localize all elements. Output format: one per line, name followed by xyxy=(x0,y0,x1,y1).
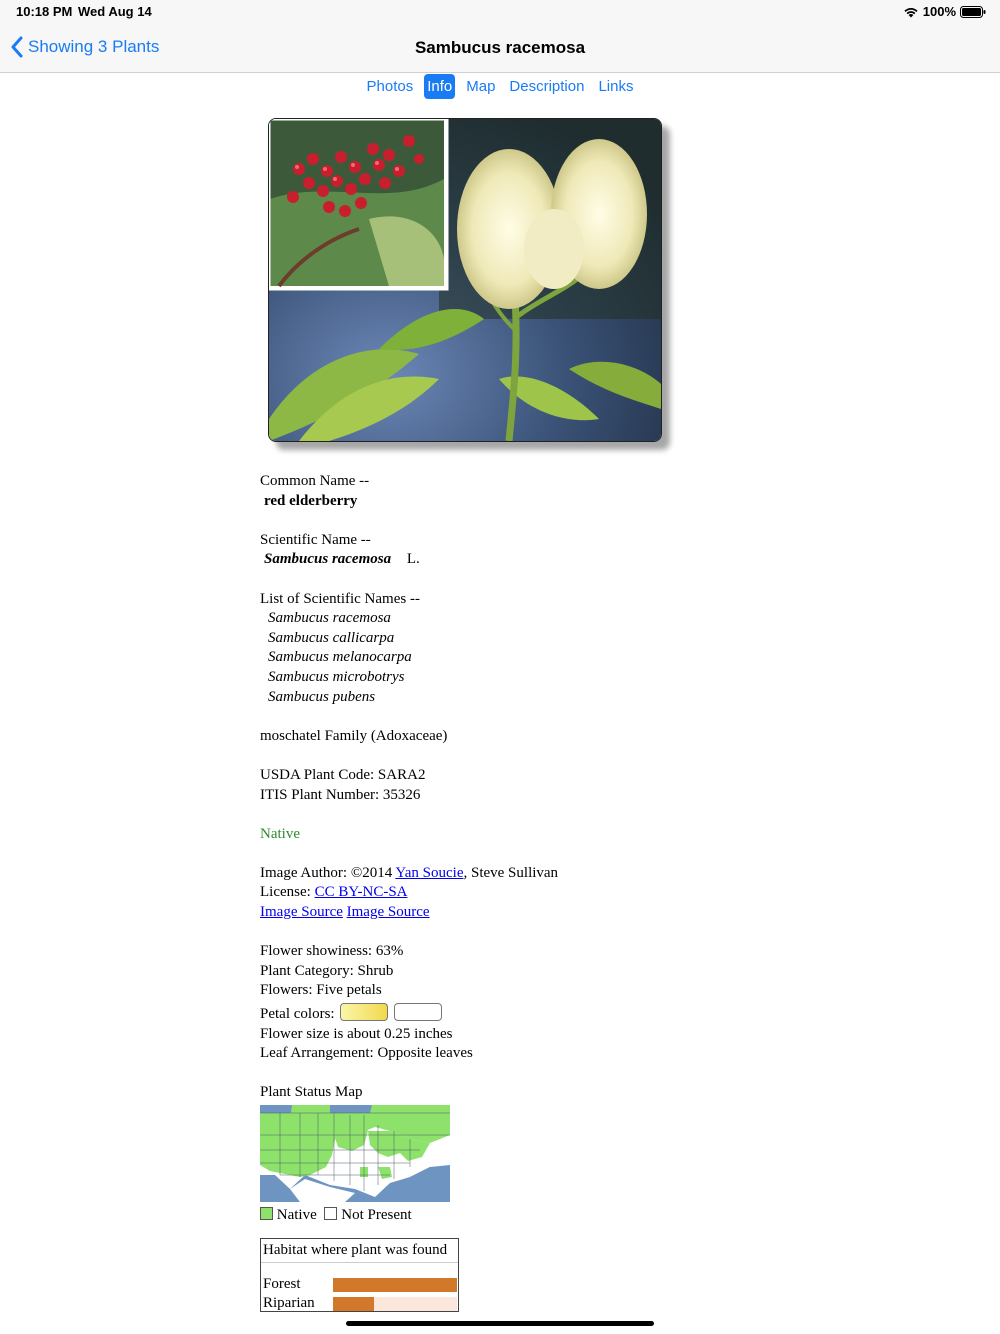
habitat-title: Habitat where plant was found xyxy=(261,1239,458,1264)
page-title: Sambucus racemosa xyxy=(414,38,586,57)
battery-icon xyxy=(960,6,986,18)
habitat-bar xyxy=(333,1297,374,1311)
leaf-arrangement: Leaf Arrangement: Opposite leaves xyxy=(260,1045,473,1062)
scientific-author: L. xyxy=(406,551,420,568)
image-author-suffix: , Steve Sullivan xyxy=(463,864,559,881)
status-time: 10:18 PM xyxy=(16,4,73,19)
status-bar xyxy=(0,0,1000,24)
legend-not-present-label: Not Present xyxy=(341,1207,412,1223)
common-name: red elderberry xyxy=(264,492,358,509)
image-author-row xyxy=(260,864,740,884)
native-status: Native xyxy=(260,825,300,842)
family: moschatel Family (Adoxaceae) xyxy=(260,727,448,744)
segment-tabs xyxy=(0,74,1000,99)
plant-status-map xyxy=(260,1105,450,1202)
flower-size: Flower size is about 0.25 inches xyxy=(260,1025,453,1042)
status-indicators xyxy=(903,4,986,19)
petal-colors-row xyxy=(260,1003,740,1025)
tab-info[interactable]: Info xyxy=(424,74,455,99)
petal-color-yellow-swatch xyxy=(340,1003,388,1021)
plant-photo xyxy=(268,118,662,442)
legend-native-label: Native xyxy=(276,1207,317,1223)
petal-color-white-swatch xyxy=(394,1003,442,1021)
flowers: Flowers: Five petals xyxy=(260,982,382,999)
map-legend xyxy=(260,1206,740,1226)
habitat-label: Riparian xyxy=(263,1294,315,1311)
synonym-item: Sambucus pubens xyxy=(268,688,376,705)
plant-photo-image xyxy=(269,119,661,441)
status-date: Wed Aug 14 xyxy=(78,4,152,19)
tab-photos[interactable]: Photos xyxy=(366,78,414,95)
image-source-link-2[interactable]: Image Source xyxy=(346,904,430,921)
tab-links[interactable]: Links xyxy=(598,78,634,95)
scientific-name: Sambucus racemosa xyxy=(264,551,392,568)
flower-showiness: Flower showiness: 63% xyxy=(260,943,404,960)
itis-plant-number: ITIS Plant Number: 35326 xyxy=(260,786,421,803)
tab-map[interactable]: Map xyxy=(466,78,496,95)
plant-info xyxy=(260,472,740,1312)
synonym-item: Sambucus callicarpa xyxy=(268,629,395,646)
habitat-table xyxy=(260,1238,459,1312)
usda-plant-code: USDA Plant Code: SARA2 xyxy=(260,766,426,783)
plant-category: Plant Category: Shrub xyxy=(260,962,394,979)
image-author-link[interactable]: Yan Soucie xyxy=(395,864,464,881)
habitat-label: Forest xyxy=(263,1275,301,1292)
synonym-item: Sambucus melanocarpa xyxy=(268,649,412,666)
home-indicator xyxy=(346,1321,654,1326)
petal-colors-label: Petal colors: xyxy=(260,1006,335,1023)
habitat-bar xyxy=(333,1278,457,1292)
synonym-item: Sambucus racemosa xyxy=(268,610,391,627)
image-source-row xyxy=(260,903,740,923)
scientific-name-label: Scientific Name -- xyxy=(260,531,371,548)
wifi-icon xyxy=(903,6,919,18)
back-button-label: Showing 3 Plants xyxy=(28,37,160,56)
navigation-bar xyxy=(0,24,1000,73)
status-map-label: Plant Status Map xyxy=(260,1084,363,1101)
image-author-prefix: Image Author: ©2014 xyxy=(260,864,396,881)
license-row xyxy=(260,883,740,903)
license-link[interactable]: CC BY-NC-SA xyxy=(314,884,408,901)
battery-percent: 100% xyxy=(922,4,956,19)
legend-not-present-swatch xyxy=(324,1207,337,1220)
tab-description[interactable]: Description xyxy=(509,78,585,95)
scientific-name-row xyxy=(260,550,740,570)
common-name-label: Common Name -- xyxy=(260,473,370,489)
synonym-item: Sambucus microbotrys xyxy=(268,668,405,685)
license-prefix: License: xyxy=(260,884,315,901)
legend-native-swatch xyxy=(260,1207,273,1220)
image-source-link-1[interactable]: Image Source xyxy=(260,904,343,921)
synonyms-label: List of Scientific Names -- xyxy=(260,590,420,607)
